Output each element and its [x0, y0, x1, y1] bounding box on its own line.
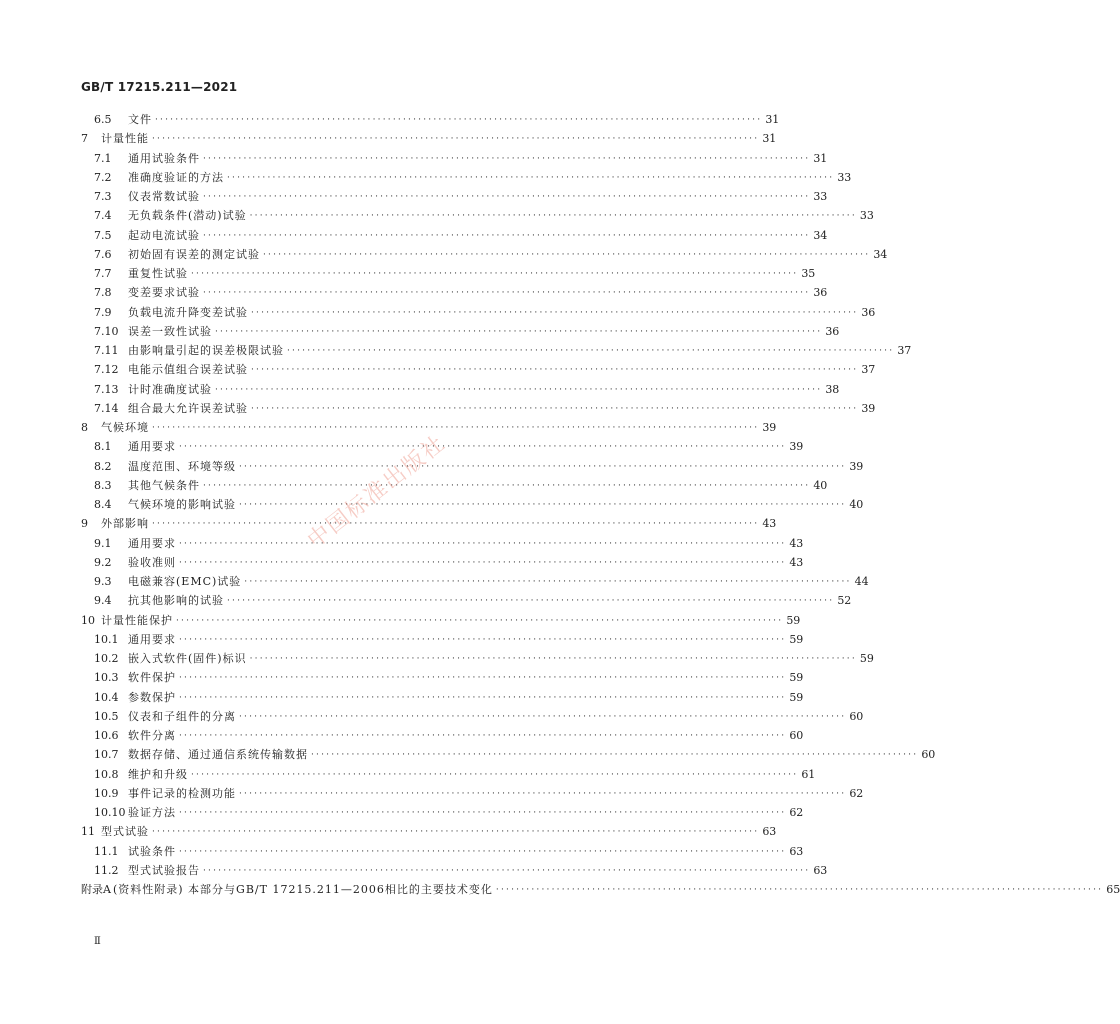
toc-entry-number: 7.9 — [94, 305, 112, 319]
toc-entry-page: 52 — [837, 594, 852, 608]
toc-entry-page: 38 — [825, 382, 840, 396]
toc-entry-number: 10.7 — [94, 748, 119, 762]
toc-entry[interactable] — [81, 517, 777, 531]
toc-entry-number: 8 — [81, 421, 88, 434]
toc-entry-title: 电磁兼容(EMC)试验 — [128, 575, 242, 588]
toc-entry-number: 7.3 — [94, 190, 112, 203]
toc-entry-number: 10.3 — [94, 671, 119, 685]
toc-entry-number: 11.1 — [94, 844, 119, 858]
toc-leader-dots: ························································································································ — [244, 577, 852, 587]
toc-leader-dots: ························································································································ — [191, 269, 799, 279]
toc-entry-number: 10.1 — [94, 632, 119, 646]
toc-leader-dots: ························································································································ — [203, 153, 811, 164]
toc-entry-page: 63 — [813, 863, 828, 877]
toc-leader-dots: ························································································································ — [311, 750, 919, 761]
toc-entry[interactable] — [94, 305, 876, 320]
toc-leader-dots: ························································································································ — [239, 711, 847, 722]
toc-entry-page: 60 — [789, 729, 804, 742]
toc-entry[interactable] — [81, 883, 1120, 897]
toc-entry-page: 39 — [849, 459, 864, 473]
toc-entry[interactable] — [81, 613, 801, 628]
toc-entry-title: 组合最大允许误差试验 — [128, 401, 248, 415]
toc-entry-title: 计量性能 — [101, 132, 149, 146]
toc-leader-dots: ························································································································ — [155, 115, 763, 125]
toc-entry-number: 10.6 — [94, 729, 119, 742]
toc-leader-dots: ························································································································ — [179, 673, 787, 684]
toc-entry-title: 负载电流升降变差试验 — [128, 305, 248, 319]
toc-entry-page: 60 — [849, 709, 864, 723]
toc-leader-dots: ························································································································ — [179, 557, 787, 568]
toc-entry[interactable] — [94, 113, 780, 127]
toc-entry-title: 通用要求 — [128, 632, 176, 646]
toc-entry[interactable] — [94, 344, 912, 358]
toc-entry-title: 其他气候条件 — [128, 478, 200, 492]
toc-entry-page: 59 — [789, 632, 804, 646]
toc-entry-page: 31 — [762, 132, 777, 146]
toc-entry-title: (资料性附录) 本部分与GB/T 17215.211—2006相比的主要技术变化 — [112, 883, 493, 896]
toc-entry[interactable] — [94, 767, 816, 782]
toc-leader-dots: ························································································································ — [179, 846, 787, 857]
toc-entry-title: 抗其他影响的试验 — [128, 594, 224, 608]
toc-entry-number: 7.11 — [94, 344, 119, 357]
toc-entry[interactable] — [94, 440, 804, 454]
toc-entry[interactable] — [94, 671, 804, 685]
toc-entry-title: 误差一致性试验 — [128, 324, 212, 338]
toc-entry-title: 变差要求试验 — [128, 286, 200, 300]
toc-entry-title: 起动电流试验 — [128, 228, 200, 242]
toc-entry-number: 7.5 — [94, 228, 112, 242]
toc-entry-number: 附录A — [81, 883, 111, 896]
toc-entry-number: 9.2 — [94, 555, 112, 569]
toc-entry[interactable] — [94, 575, 869, 589]
toc-entry-title: 验收准则 — [128, 555, 176, 569]
toc-entry[interactable] — [94, 151, 828, 166]
document-code-header: GB/T 17215.211—2021 — [81, 80, 238, 94]
toc-entry-page: 31 — [765, 113, 780, 126]
toc-entry-page: 43 — [789, 555, 804, 569]
toc-entry-title: 气候环境的影响试验 — [128, 498, 236, 511]
toc-entry-title: 准确度验证的方法 — [128, 170, 224, 184]
toc-leader-dots: ························································································································ — [495, 885, 1104, 895]
toc-entry-number: 10.10 — [94, 806, 126, 819]
toc-entry-title: 数据存储、通过通信系统传输数据 — [128, 748, 308, 762]
toc-entry[interactable] — [81, 825, 777, 839]
toc-leader-dots: ························································································································ — [203, 192, 811, 202]
toc-entry[interactable] — [94, 190, 828, 204]
toc-entry[interactable] — [94, 478, 828, 493]
toc-entry-title: 外部影响 — [101, 517, 149, 531]
toc-entry-number: 6.5 — [94, 113, 112, 126]
toc-entry-page: 36 — [825, 324, 840, 338]
toc-entry[interactable] — [94, 844, 804, 859]
toc-leader-dots: ························································································································ — [251, 307, 859, 318]
page-number-footer: Ⅱ — [94, 936, 101, 947]
toc-entry[interactable] — [94, 401, 876, 416]
toc-entry-page: 35 — [801, 267, 816, 280]
toc-leader-dots: ························································································································ — [179, 808, 787, 818]
toc-entry-page: 36 — [861, 305, 876, 319]
toc-entry[interactable] — [94, 363, 876, 377]
toc-entry-page: 34 — [813, 228, 828, 242]
toc-entry-number: 7.14 — [94, 401, 119, 415]
toc-entry-number: 9.4 — [94, 594, 112, 608]
toc-leader-dots: ························································································································ — [239, 788, 847, 799]
toc-entry[interactable] — [94, 286, 828, 300]
toc-entry-number: 10.4 — [94, 690, 119, 704]
toc-leader-dots: ························································································································ — [251, 365, 859, 376]
toc-leader-dots: ························································································································ — [191, 769, 799, 780]
toc-entry-number: 7.10 — [94, 324, 119, 338]
toc-entry[interactable] — [81, 421, 777, 435]
toc-entry-number: 10.9 — [94, 786, 119, 800]
toc-entry-page: 33 — [837, 170, 852, 184]
toc-entry[interactable] — [94, 632, 804, 647]
toc-leader-dots: ························································································································ — [239, 461, 847, 472]
toc-entry-title: 试验条件 — [128, 844, 176, 858]
toc-entry-page: 37 — [897, 344, 912, 357]
toc-entry-title: 通用试验条件 — [128, 151, 200, 165]
toc-entry-page: 39 — [861, 401, 876, 415]
toc-leader-dots: ························································································································ — [239, 500, 847, 510]
toc-entry-number: 7.12 — [94, 363, 119, 377]
toc-entry-title: 电能示值组合误差试验 — [128, 363, 248, 377]
toc-entry-page: 40 — [813, 478, 828, 492]
toc-entry-number: 10.5 — [94, 709, 119, 723]
toc-entry[interactable] — [81, 132, 777, 146]
toc-entry-page: 62 — [849, 786, 864, 800]
toc-leader-dots: ························································································································ — [176, 615, 784, 626]
toc-entry-page: 63 — [789, 844, 804, 858]
toc-entry[interactable] — [94, 729, 804, 743]
toc-entry[interactable] — [94, 536, 804, 551]
toc-leader-dots: ························································································································ — [179, 442, 787, 453]
toc-entry-number: 9.3 — [94, 575, 112, 588]
toc-entry-title: 仪表和子组件的分离 — [128, 709, 236, 723]
toc-entry-title: 无负载条件(潜动)试验 — [128, 209, 247, 223]
toc-entry-title: 气候环境 — [101, 421, 149, 434]
toc-entry-title: 重复性试验 — [128, 267, 188, 280]
toc-entry-title: 软件分离 — [128, 729, 176, 742]
toc-leader-dots: ························································································································ — [215, 326, 823, 337]
toc-leader-dots: ························································································································ — [227, 596, 835, 607]
toc-entry-number: 7.2 — [94, 170, 112, 184]
toc-leader-dots: ························································································································ — [203, 230, 811, 241]
toc-entry-title: 温度范围、环境等级 — [128, 459, 236, 473]
toc-entry-number: 10.8 — [94, 767, 119, 781]
toc-entry[interactable] — [94, 247, 888, 262]
toc-entry[interactable] — [94, 806, 804, 820]
toc-leader-dots: ························································································································ — [179, 634, 787, 645]
toc-entry-page: 37 — [861, 363, 876, 377]
toc-entry-title: 事件记录的检测功能 — [128, 786, 236, 800]
toc-entry-page: 65 — [1106, 883, 1120, 896]
toc-entry-page: 36 — [813, 286, 828, 300]
toc-entry-title: 计时准确度试验 — [128, 382, 212, 396]
toc-entry-title: 参数保护 — [128, 690, 176, 704]
toc-entry-page: 39 — [762, 421, 777, 434]
toc-entry[interactable] — [94, 498, 864, 512]
toc-entry-title: 文件 — [128, 113, 152, 126]
toc-entry[interactable] — [94, 786, 864, 801]
toc-entry-number: 8.4 — [94, 498, 112, 511]
toc-leader-dots: ························································································································ — [152, 827, 760, 838]
toc-entry[interactable] — [94, 170, 852, 185]
toc-entry-page: 39 — [789, 440, 804, 454]
toc-entry-title: 验证方法 — [128, 806, 176, 819]
toc-entry-number: 8.2 — [94, 459, 112, 473]
toc-entry-title: 型式试验 — [101, 825, 149, 839]
toc-entry-number: 9 — [81, 517, 88, 531]
toc-entry-title: 由影响量引起的误差极限试验 — [128, 344, 284, 357]
toc-leader-dots: ························································································································ — [179, 538, 787, 549]
toc-entry[interactable] — [94, 594, 852, 608]
toc-entry-number: 8.1 — [94, 440, 112, 454]
toc-entry-page: 59 — [786, 613, 801, 627]
toc-entry-title: 型式试验报告 — [128, 863, 200, 877]
toc-entry-page: 59 — [859, 652, 874, 665]
toc-entry-title: 维护和升级 — [128, 767, 188, 781]
toc-entry[interactable] — [94, 209, 874, 223]
toc-leader-dots: ························································································································ — [263, 249, 871, 260]
toc-leader-dots: ························································································································ — [203, 288, 811, 299]
toc-entry-number: 11 — [81, 825, 95, 839]
toc-entry[interactable] — [94, 382, 840, 397]
toc-entry[interactable] — [94, 709, 864, 724]
toc-entry-title: 软件保护 — [128, 671, 176, 685]
toc-entry-number: 7.13 — [94, 382, 119, 396]
toc-entry[interactable] — [94, 324, 840, 339]
toc-leader-dots: ························································································································ — [249, 211, 857, 222]
toc-entry-page: 62 — [789, 806, 804, 819]
toc-entry[interactable] — [94, 228, 828, 243]
toc-entry[interactable] — [94, 863, 828, 878]
toc-leader-dots: ························································································································ — [152, 134, 760, 145]
toc-leader-dots: ························································································································ — [203, 480, 811, 491]
toc-entry[interactable] — [94, 690, 804, 705]
toc-entry-page: 31 — [813, 151, 828, 165]
toc-entry-page: 43 — [762, 517, 777, 531]
toc-leader-dots: ························································································································ — [249, 654, 857, 664]
toc-entry-page: 60 — [921, 748, 936, 762]
toc-entry-page: 59 — [789, 671, 804, 685]
toc-leader-dots: ························································································································ — [215, 384, 823, 395]
toc-entry-title: 仪表常数试验 — [128, 190, 200, 203]
toc-entry-page: 59 — [789, 690, 804, 704]
toc-entry-number: 7.1 — [94, 151, 112, 165]
toc-entry[interactable] — [94, 459, 864, 474]
toc-leader-dots: ························································································································ — [251, 403, 859, 414]
toc-entry-page: 44 — [854, 575, 869, 588]
toc-entry-number: 10 — [81, 613, 95, 627]
toc-entry[interactable] — [94, 267, 816, 281]
toc-entry-title: 嵌入式软件(固件)标识 — [128, 652, 247, 665]
toc-entry-number: 7.7 — [94, 267, 112, 280]
toc-leader-dots: ························································································································ — [179, 692, 787, 703]
toc-entry-number: 10.2 — [94, 652, 119, 665]
toc-leader-dots: ························································································································ — [179, 731, 787, 741]
toc-entry-title: 初始固有误差的测定试验 — [128, 247, 260, 261]
toc-entry-number: 7.4 — [94, 209, 112, 223]
toc-entry-title: 计量性能保护 — [101, 613, 173, 627]
toc-entry-number: 7.6 — [94, 247, 112, 261]
toc-entry-page: 33 — [813, 190, 828, 203]
toc-entry-title: 通用要求 — [128, 440, 176, 454]
toc-leader-dots: ························································································································ — [152, 519, 760, 530]
toc-entry[interactable] — [94, 748, 936, 762]
toc-leader-dots: ························································································································ — [287, 346, 895, 356]
toc-leader-dots: ························································································································ — [203, 865, 811, 876]
toc-leader-dots: ························································································································ — [152, 423, 760, 433]
watermark-text: 中国标准出版社 — [303, 430, 451, 554]
toc-entry-number: 7.8 — [94, 286, 112, 300]
toc-entry-page: 61 — [801, 767, 816, 781]
toc-entry-page: 33 — [859, 209, 874, 223]
toc-entry-page: 34 — [873, 247, 888, 261]
toc-entry-page: 43 — [789, 536, 804, 550]
toc-entry-page: 40 — [849, 498, 864, 511]
toc-entry-title: 通用要求 — [128, 536, 176, 550]
toc-entry-number: 11.2 — [94, 863, 119, 877]
toc-entry-number: 8.3 — [94, 478, 112, 492]
toc-entry[interactable] — [94, 652, 874, 666]
toc-entry[interactable] — [94, 555, 804, 570]
toc-leader-dots: ························································································································ — [227, 172, 835, 183]
toc-entry-number: 7 — [81, 132, 88, 146]
toc-entry-number: 9.1 — [94, 536, 112, 550]
toc-entry-page: 63 — [762, 825, 777, 839]
